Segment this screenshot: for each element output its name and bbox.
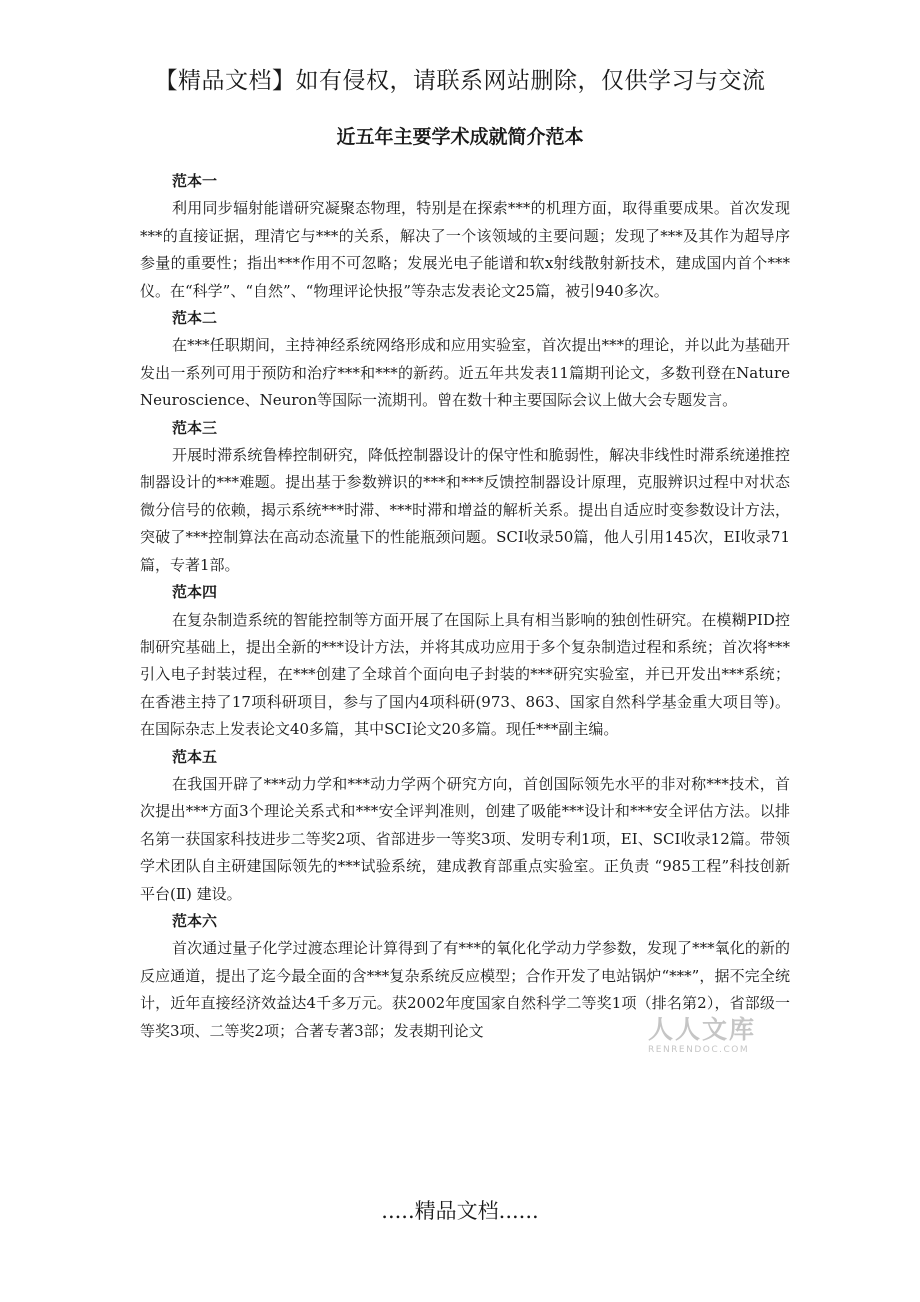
document-title: 近五年主要学术成就简介范本: [336, 126, 584, 148]
section-heading-3: 范本三: [172, 418, 218, 437]
section-heading-5: 范本五: [172, 747, 218, 766]
watermark-logo-text: 人人文库: [648, 1015, 757, 1044]
document-body: [140, 168, 790, 1045]
section-heading-2: 范本二: [172, 309, 218, 328]
watermark-url-text: RENRENDOC.COM: [648, 1045, 750, 1055]
section-heading-1: 范本一: [172, 172, 218, 190]
section-heading-4: 范本四: [172, 583, 218, 602]
section-body-1: 利用同步辐射能谱研究凝聚态物理，特别是在探索***的机理方面，取得重要成果。首次发现***的直接证据，理清它与***的关系，解决了一个该领域的主要问题；发现了***及其作为超导序参量的重要性；指出***作用不可忽略；发展光电子能谱和软x射线散射新技术，建成国内首个***仪。在“科学”、“自然”、“物理评论快报”等杂志发表论文25篇，被引940多次。: [140, 199, 790, 300]
section-body-5: 在我国开辟了***动力学和***动力学两个研究方向，首创国际领先水平的非对称***技术，首次提出***方面3个理论关系式和***安全评判准则，创建了吸能***设计和***安全评估方法。以排名第一获国家科技进步二等奖2项、省部进步一等奖3项、发明专利1项，EI、SCI收录12篇。带领学术团队自主研建国际领先的***试验系统，建成教育部重点实验室。正负责 “985工程”科技创新平台(Ⅱ) 建设。: [140, 774, 790, 903]
section-body-4: 在复杂制造系统的智能控制等方面开展了在国际上具有相当影响的独创性研究。在模糊PID控制研究基础上，提出全新的***设计方法，并将其成功应用于多个复杂制造过程和系统；首次将***引入电子封装过程，在***创建了全球首个面向电子封装的***研究实验室，并已开发出***系统；在香港主持了17项科研项目，参与了国内4项科研(973、863、国家自然科学基金重大项目等)。在国际杂志上发表论文40多篇，其中SCI论文20多篇。现任***副主编。: [140, 610, 790, 739]
section-heading-6: 范本六: [172, 911, 218, 930]
page-footer: .....精品文档......: [381, 1199, 539, 1223]
watermark-logo: [648, 1016, 778, 1056]
section-body-3: 开展时滞系统鲁棒控制研究，降低控制器设计的保守性和脆弱性，解决非线性时滞系统递推控制器设计的***难题。提出基于参数辨识的***和***反馈控制器设计原理，克服辨识过程中对状态微分信号的依赖，揭示系统***时滞、***时滞和增益的解析关系。提出自适应时变参数设计方法，突破了***控制算法在高动态流量下的性能瓶颈问题。SCI收录50篇，他人引用145次，EI收录71篇，专著1部。: [140, 446, 790, 574]
page-header-notice: 【精品文档】如有侵权，请联系网站删除，仅供学习与交流: [154, 68, 766, 94]
section-body-6: 首次通过量子化学过渡态理论计算得到了有***的氧化化学动力学参数，发现了***氧化的新的反应通道，提出了迄今最全面的含***复杂系统反应模型；合作开发了电站锅炉“***”，据不完全统计，近年直接经济效益达4千多万元。获2002年度国家自然科学二等奖1项（排名第2），省部级一等奖3项、二等奖2项；合著专著3部；发表期刊论文: [140, 939, 790, 1040]
section-body-2: 在***任职期间，主持神经系统网络形成和应用实验室，首次提出***的理论，并以此为基础开发出一系列可用于预防和治疗***和***的新药。近五年共发表11篇期刊论文，多数刊登在Nature Neuroscience、Neuron等国际一流期刊。曾在数十种主要国际会议上做大会专题发言。: [140, 336, 790, 410]
